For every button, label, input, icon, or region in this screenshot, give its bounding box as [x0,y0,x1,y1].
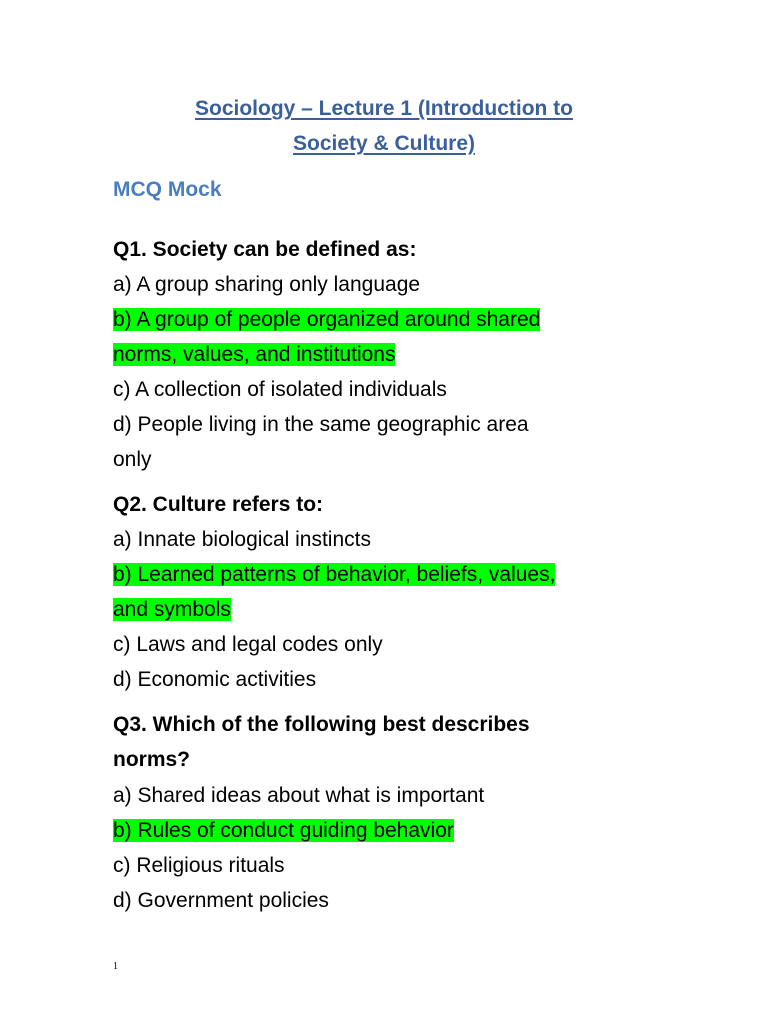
question-2-text: Q2. Culture refers to: [113,493,324,516]
question-1-option-a: a) A group sharing only language [113,273,421,296]
question-3-text-line-2: norms? [113,748,191,771]
question-1-option-b-line-2 [113,337,395,372]
question-3-option-d: d) Government policies [113,889,329,912]
answer-highlight: b) Learned patterns of behavior, beliefs, values, [113,563,556,586]
question-1-option-d-line-2: only [113,448,152,471]
question-2-option-b-line-2 [113,592,231,627]
section-subheading: MCQ Mock [113,178,222,201]
question-2-option-a: a) Innate biological instincts [113,528,371,551]
question-3-option-c: c) Religious rituals [113,854,285,877]
page-number: 1 [113,961,118,972]
document-title-line-2: Society & Culture) [292,132,476,155]
question-3-option-b [113,813,454,848]
document-title-line-1: Sociology – Lecture 1 (Introduction to [194,97,574,120]
answer-highlight: b) Rules of conduct guiding behavior [113,819,454,842]
answer-highlight: b) A group of people organized around shared [113,308,541,331]
question-1-text: Q1. Society can be defined as: [113,238,417,261]
question-1-option-d-line-1: d) People living in the same geographic area [113,413,529,436]
answer-highlight: norms, values, and institutions [113,343,396,366]
question-2-option-d: d) Economic activities [113,668,317,691]
question-2-option-c: c) Laws and legal codes only [113,633,383,656]
question-2-option-b-line-1 [113,557,555,592]
answer-highlight: and symbols [113,598,231,621]
question-1-option-b-line-1 [113,302,540,337]
question-3-option-a: a) Shared ideas about what is important [113,784,485,807]
question-1-option-c: c) A collection of isolated individuals [113,378,447,401]
question-3-text-line-1: Q3. Which of the following best describes [113,713,530,736]
